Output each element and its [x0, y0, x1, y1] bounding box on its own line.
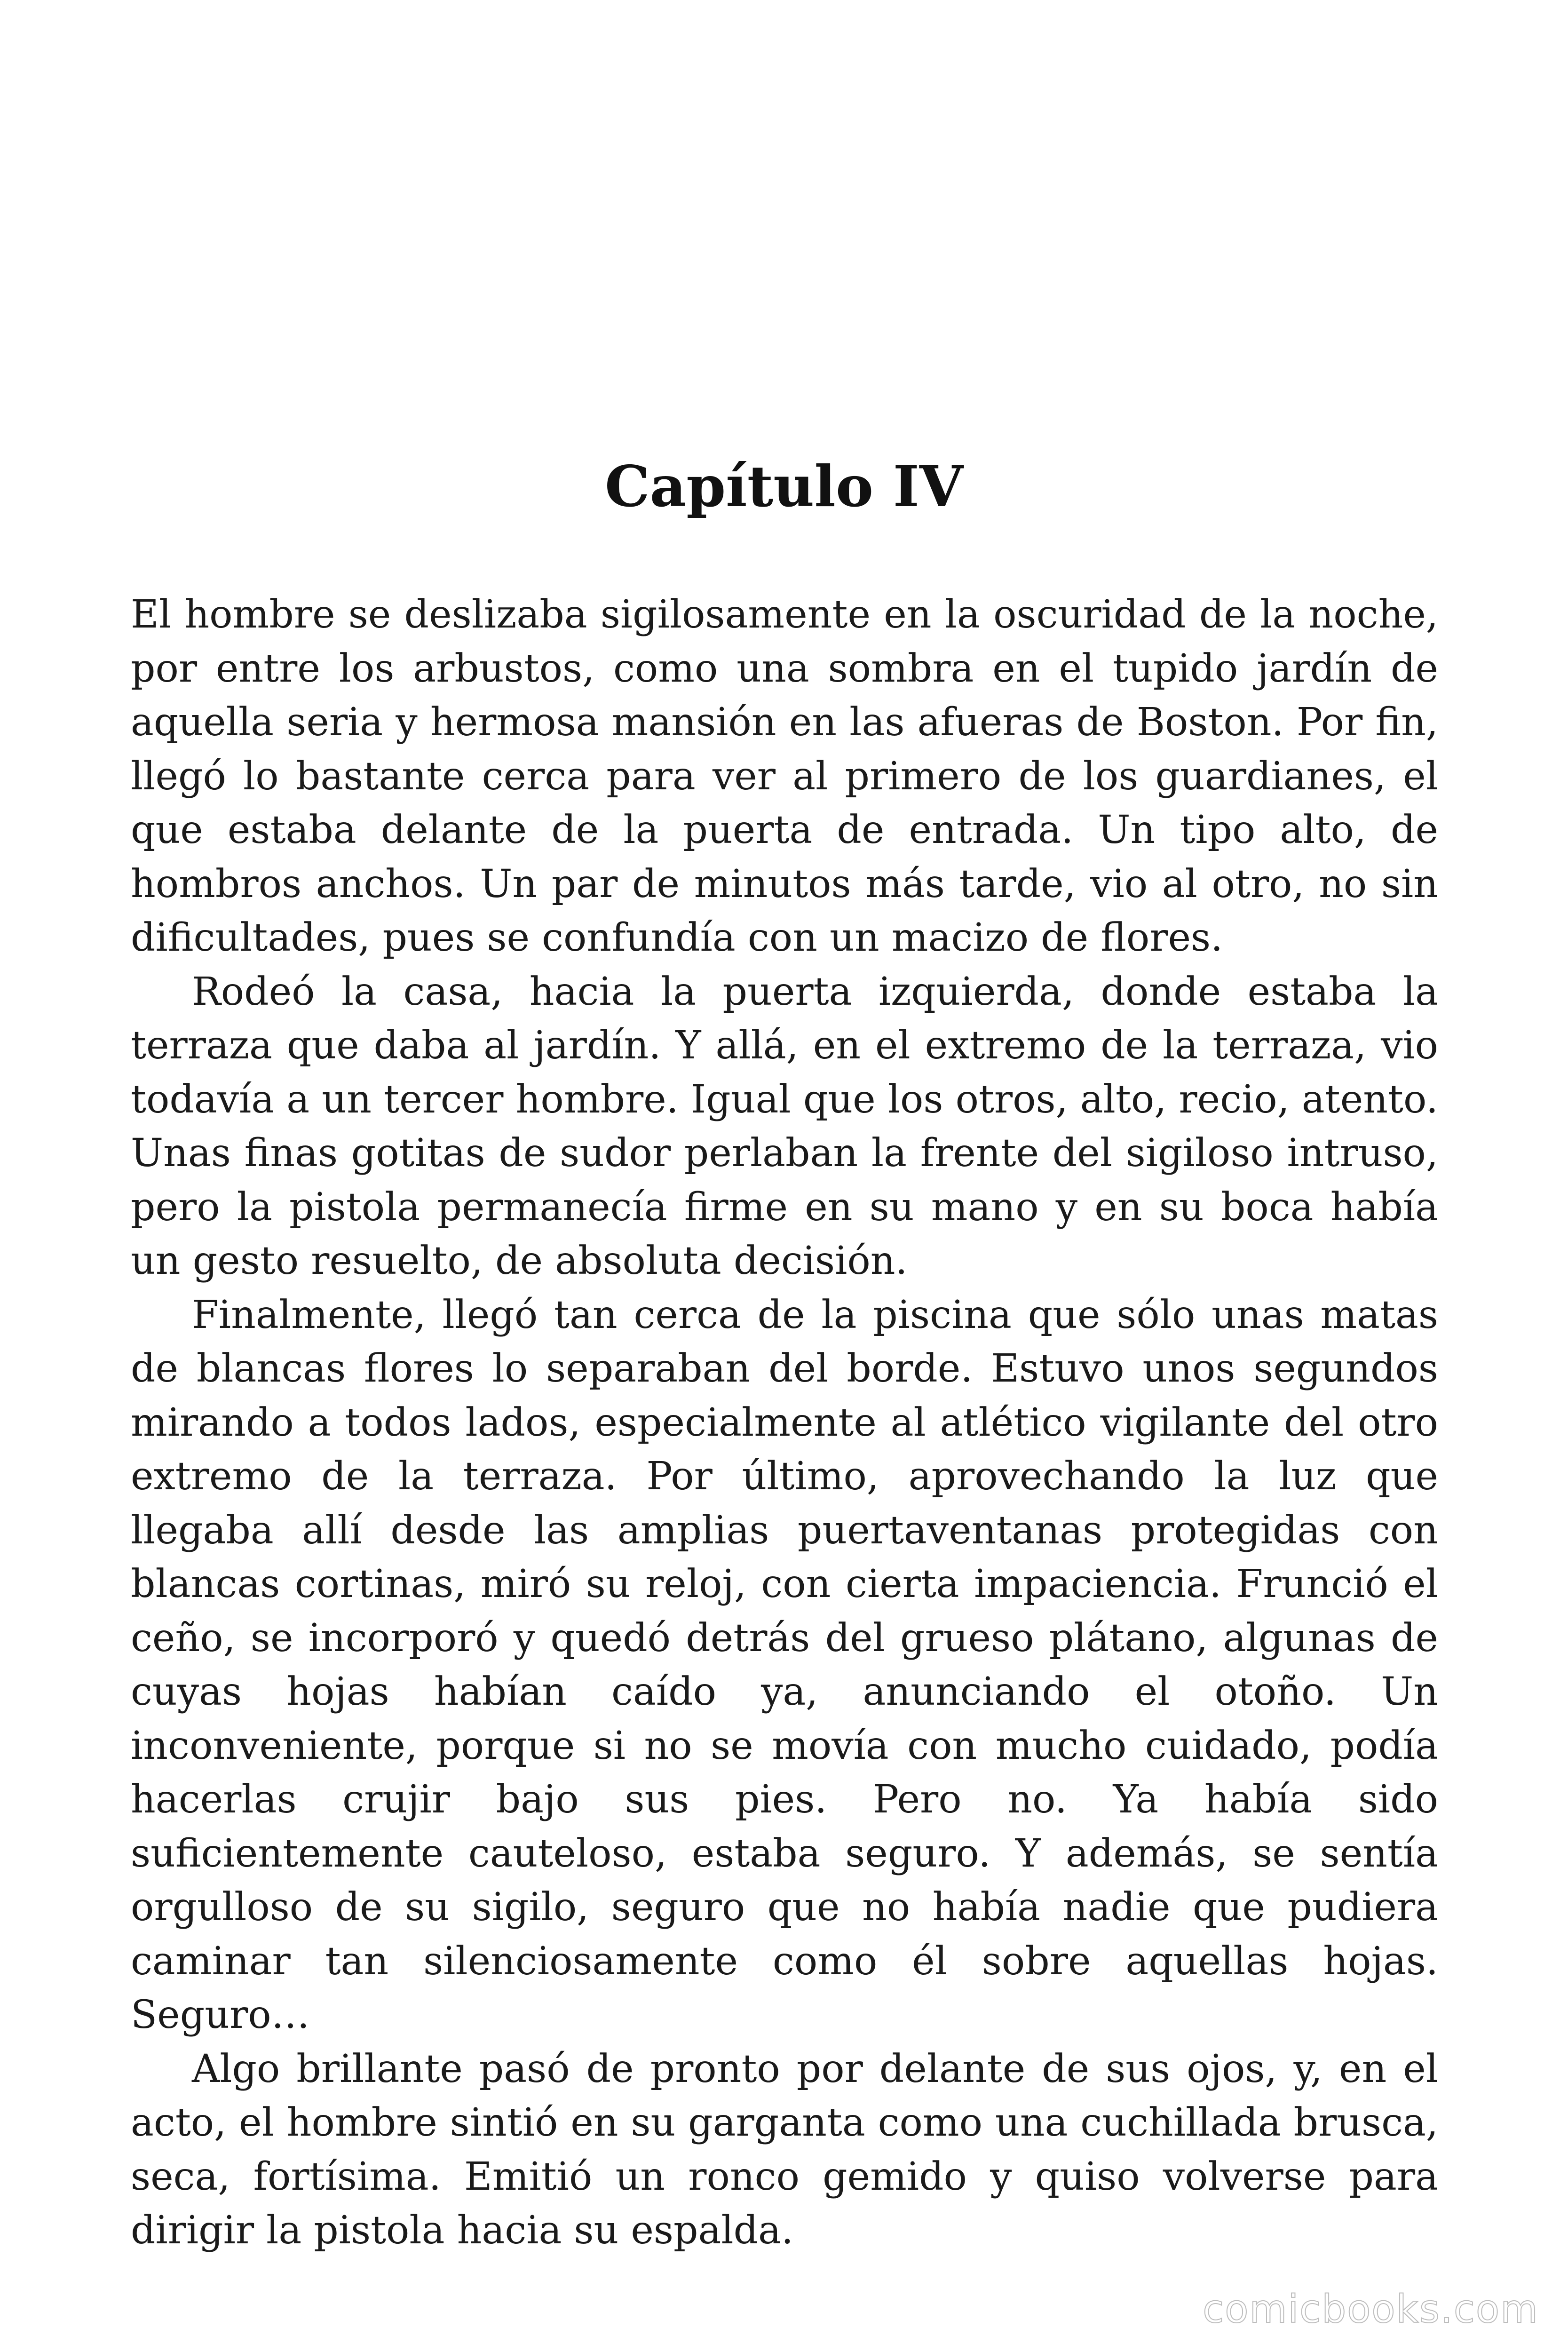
paragraph-4: Algo brillante pasó de pronto por delante de sus ojos, y, en el acto, el hombre sintió en su garganta como una cuchillada brusca, seca, fortísima. Emitió un ronco gemido y quiso volverse para dirigir la pistola hacia su espalda. — [131, 2046, 1438, 2253]
paragraph-2: Rodeó la casa, hacia la puerta izquierda, donde estaba la terraza que daba al jardín. Y allá, en el extremo de la terraza, vio todavía a un tercer hombre. Igual que los otros, alto, recio, atento. Unas finas gotitas de sudor perlaban la frente del sigiloso intruso, pero la pistola permanecía firme en su mano y en su boca había un gesto resuelto, de absoluta decisión. — [131, 969, 1438, 1283]
chapter-title: Capítulo IV — [604, 453, 964, 520]
watermark-logo: comicbooks.com — [1203, 2287, 1539, 2332]
chapter-body — [131, 588, 1438, 2258]
paragraph-3: Finalmente, llegó tan cerca de la piscina que sólo unas matas de blancas flores lo separaban del borde. Estuvo unos segundos mirando a todos lados, especialmente al atlético vigilante del otro extremo de la terraza. Por último, aprovechando la luz que llegaba allí desde las amplias puertaventanas protegidas con blancas cortinas, miró su reloj, con cierta impaciencia. Frunció el ceño, se incorporó y quedó detrás del grueso plátano, algunas de cuyas hojas habían caído ya, anunciando el otoño. Un inconveniente, porque si no se movía con mucho cuidado, podía hacerlas crujir bajo sus pies. Pero no. Ya había sido suficientemente cauteloso, estaba seguro. Y además, se sentía orgulloso de su sigilo, seguro que no había nadie que pudiera caminar tan silenciosamente como él sobre aquellas hojas. Seguro… — [131, 1292, 1438, 2037]
paragraph-1: El hombre se deslizaba sigilosamente en la oscuridad de la noche, por entre los arbustos, como una sombra en el tupido jardín de aquella seria y hermosa mansión en las afueras de Boston. Por fin, llegó lo bastante cerca para ver al primero de los guardianes, el que estaba delante de la puerta de entrada. Un tipo alto, de hombros anchos. Un par de minutos más tarde, vio al otro, no sin dificultades, pues se confundía con un macizo de flores. — [131, 592, 1438, 960]
